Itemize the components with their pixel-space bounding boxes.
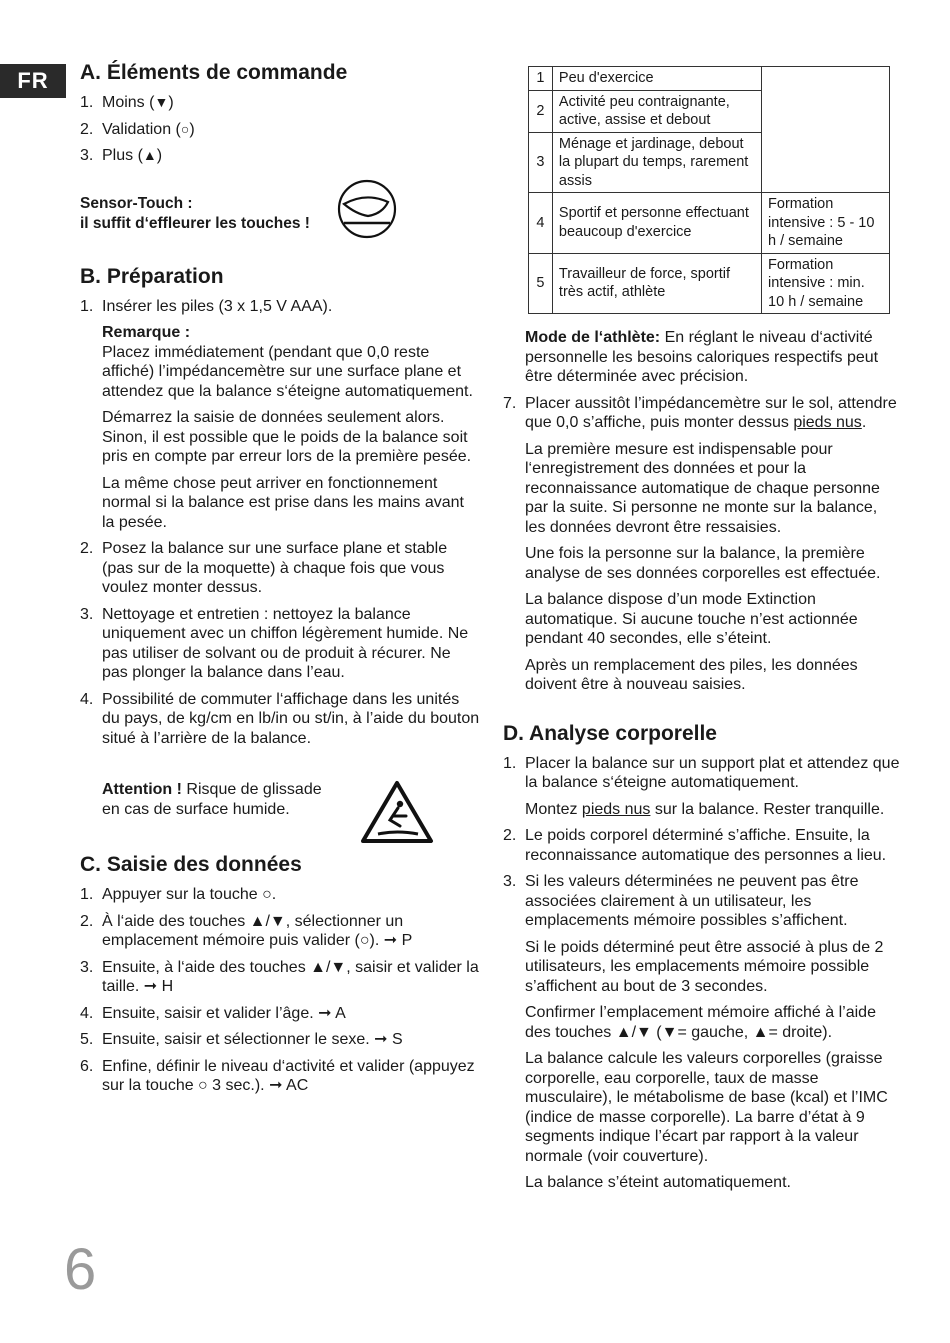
right-column: [503, 66, 901, 1200]
sensor-touch-label: Sensor-Touch :: [80, 194, 193, 212]
list-item: 2. Validation (○): [80, 120, 195, 138]
left-column: [80, 60, 480, 1103]
athlete-mode-text: En réglant le niveau d‘activité personnelle les besoins caloriques respectifs peut être déterminée avec précision.: [525, 329, 879, 385]
list-item: 2. Le poids corporel déterminé s’affiche. Ensuite, la reconnaissance automatique des personnes a lieu.: [503, 827, 887, 864]
list-item: 7. Placer aussitôt l’impédancemètre sur le sol, attendre que 0,0 s’affiche, puis monter dessus pieds nus.: [503, 394, 897, 431]
paragraph: La première mesure est indispensable pour l‘enregistrement des données et pour la reconnaissance automatique de chaque personne par la suite. Si personne ne monte sur la balance, les données devront être ressaisies.: [525, 440, 880, 536]
list-item: 1. Placer la balance sur un support plat et attendez que la balance s‘éteigne automatiquement.: [503, 754, 900, 791]
page-number: 6: [64, 1237, 97, 1302]
remark-label: Remarque :: [102, 324, 191, 341]
remark-paragraph: La même chose peut arriver en fonctionnement normal si la balance est prise dans les mains avant la pesée.: [102, 474, 464, 531]
list-item: 5. Ensuite, saisir et sélectionner le sexe. ➞ S: [80, 1031, 403, 1048]
attention-note: [80, 780, 480, 836]
controls-list: [80, 93, 480, 166]
attention-text: Risque de glissade en cas de surface humide.: [102, 781, 322, 818]
data-entry-list: [80, 885, 480, 1096]
section-b-title: B. Préparation: [80, 264, 224, 288]
step7-details: [503, 440, 901, 695]
list-item: 3. Nettoyage et entretien : nettoyez la balance uniquement avec un chiffon légèrement humide. Ne pas utiliser de solvant ou de produit à récurer. Ne pas plonger la balance dans l’eau.: [80, 605, 469, 681]
slippery-warning-icon: [360, 780, 434, 844]
section-c-title: C. Saisie des données: [80, 853, 302, 876]
table-row: 5 Travailleur de force, sportif très actif, athlète Formation intensive : min. 10 h / semaine: [529, 253, 890, 314]
remark-paragraph: Démarrez la saisie de données seulement alors. Sinon, il est possible que le poids de la balance soit pris en compte par erreur lors de la première pesée.: [102, 409, 472, 465]
paragraph: Après un remplacement des piles, les données doivent être à nouveau saisies.: [525, 656, 858, 693]
sensor-touch-note: [80, 194, 480, 242]
table-row: 1 Peu d'exercice: [529, 67, 890, 91]
table-row: 3 Ménage et jardinage, debout la plupart du temps, rarement assis: [529, 132, 890, 193]
list-item: 4. Ensuite, saisir et valider l’âge. ➞ A: [80, 1004, 346, 1022]
analysis-details: [503, 938, 901, 1193]
remark-paragraph: Placez immédiatement (pendant que 0,0 reste affiché) l’impédancemètre sur une surface plane et attendez que la balance s‘éteigne automatiquement.: [102, 343, 473, 400]
list-item: 1. Insérer les piles (3 x 1,5 V AAA).: [80, 297, 333, 315]
athlete-mode-note: [503, 328, 901, 387]
touch-icon: [336, 178, 398, 240]
paragraph: Si le poids déterminé peut être associé à plus de 2 utilisateurs, les emplacements mémoire possible s’affichent au bout de 3 secondes.: [525, 938, 884, 995]
paragraph: La balance calcule les valeurs corporelles (graisse corporelle, eau corporelle, taux de masse musculaire), le métabolisme de base (kcal) et l’IMC (indice de masse corporelle). La barre d’état à 9 segments indique l’écart par rapport à la valeur normale (voir couverture).: [525, 1050, 888, 1165]
list-item: 1. Appuyer sur la touche ○.: [80, 886, 277, 903]
remark-block: [80, 323, 480, 532]
section-d-title: D. Analyse corporelle: [503, 721, 717, 745]
table-row: 2 Activité peu contraignante, active, assise et debout: [529, 90, 890, 132]
activity-level-table: [528, 66, 890, 314]
list-item: 2. Posez la balance sur une surface plane et stable (pas sur de la moquette) à chaque fois que vous voulez monter dessus.: [80, 540, 448, 596]
list-item: 2. À l‘aide des touches ▲/▼, sélectionner un emplacement mémoire puis valider (○). ➞ P: [80, 912, 413, 949]
list-item: 6. Enfine, définir le niveau d‘activité et valider (appuyez sur la touche ○ 3 sec.). ➞ AC: [80, 1057, 475, 1094]
table-row: 4 Sportif et personne effectuant beaucoup d'exercice Formation intensive : 5 - 10 h / semaine: [529, 193, 890, 254]
validate-icon: ○: [180, 120, 190, 137]
plus-icon: ▲: [142, 147, 157, 163]
list-item: 3. Si les valeurs déterminées ne peuvent pas être associées clairement à un utilisateur, les emplacements mémoire possibles s’affichent.: [503, 873, 859, 929]
athlete-mode-label: Mode de l‘athlète:: [525, 329, 661, 346]
paragraph: Confirmer l’emplacement mémoire affiché à l’aide des touches ▲/▼ (▼= gauche, ▲= droite).: [525, 1004, 876, 1041]
list-item: 1. Moins (▼): [80, 94, 174, 111]
paragraph: La balance s’éteint automatiquement.: [525, 1174, 791, 1191]
paragraph: La balance dispose d’un mode Extinction automatique. Si aucune touche n’est actionnée pendant 40 secondes, elle s’éteint.: [525, 591, 858, 647]
paragraph: Une fois la personne sur la balance, la première analyse de ses données corporelles est effectuée.: [525, 545, 881, 582]
attention-label: Attention !: [102, 781, 182, 798]
list-item: 3. Plus (▲): [80, 147, 163, 164]
list-item: 3. Ensuite, à l‘aide des touches ▲/▼, saisir et valider la taille. ➞ H: [80, 958, 479, 995]
list-item: 4. Possibilité de commuter l‘affichage dans les unités du pays, de kg/cm en lb/in ou st/in, à l’aide du bouton situé à l’arrière de la balance.: [80, 690, 480, 747]
paragraph: Montez pieds nus sur la balance. Rester tranquille.: [525, 800, 885, 818]
sensor-touch-text: il suffit d‘effleurer les touches !: [80, 214, 310, 232]
language-tab: FR: [0, 64, 66, 98]
minus-icon: ▼: [154, 94, 169, 110]
section-a-title: A. Éléments de commande: [80, 61, 348, 84]
